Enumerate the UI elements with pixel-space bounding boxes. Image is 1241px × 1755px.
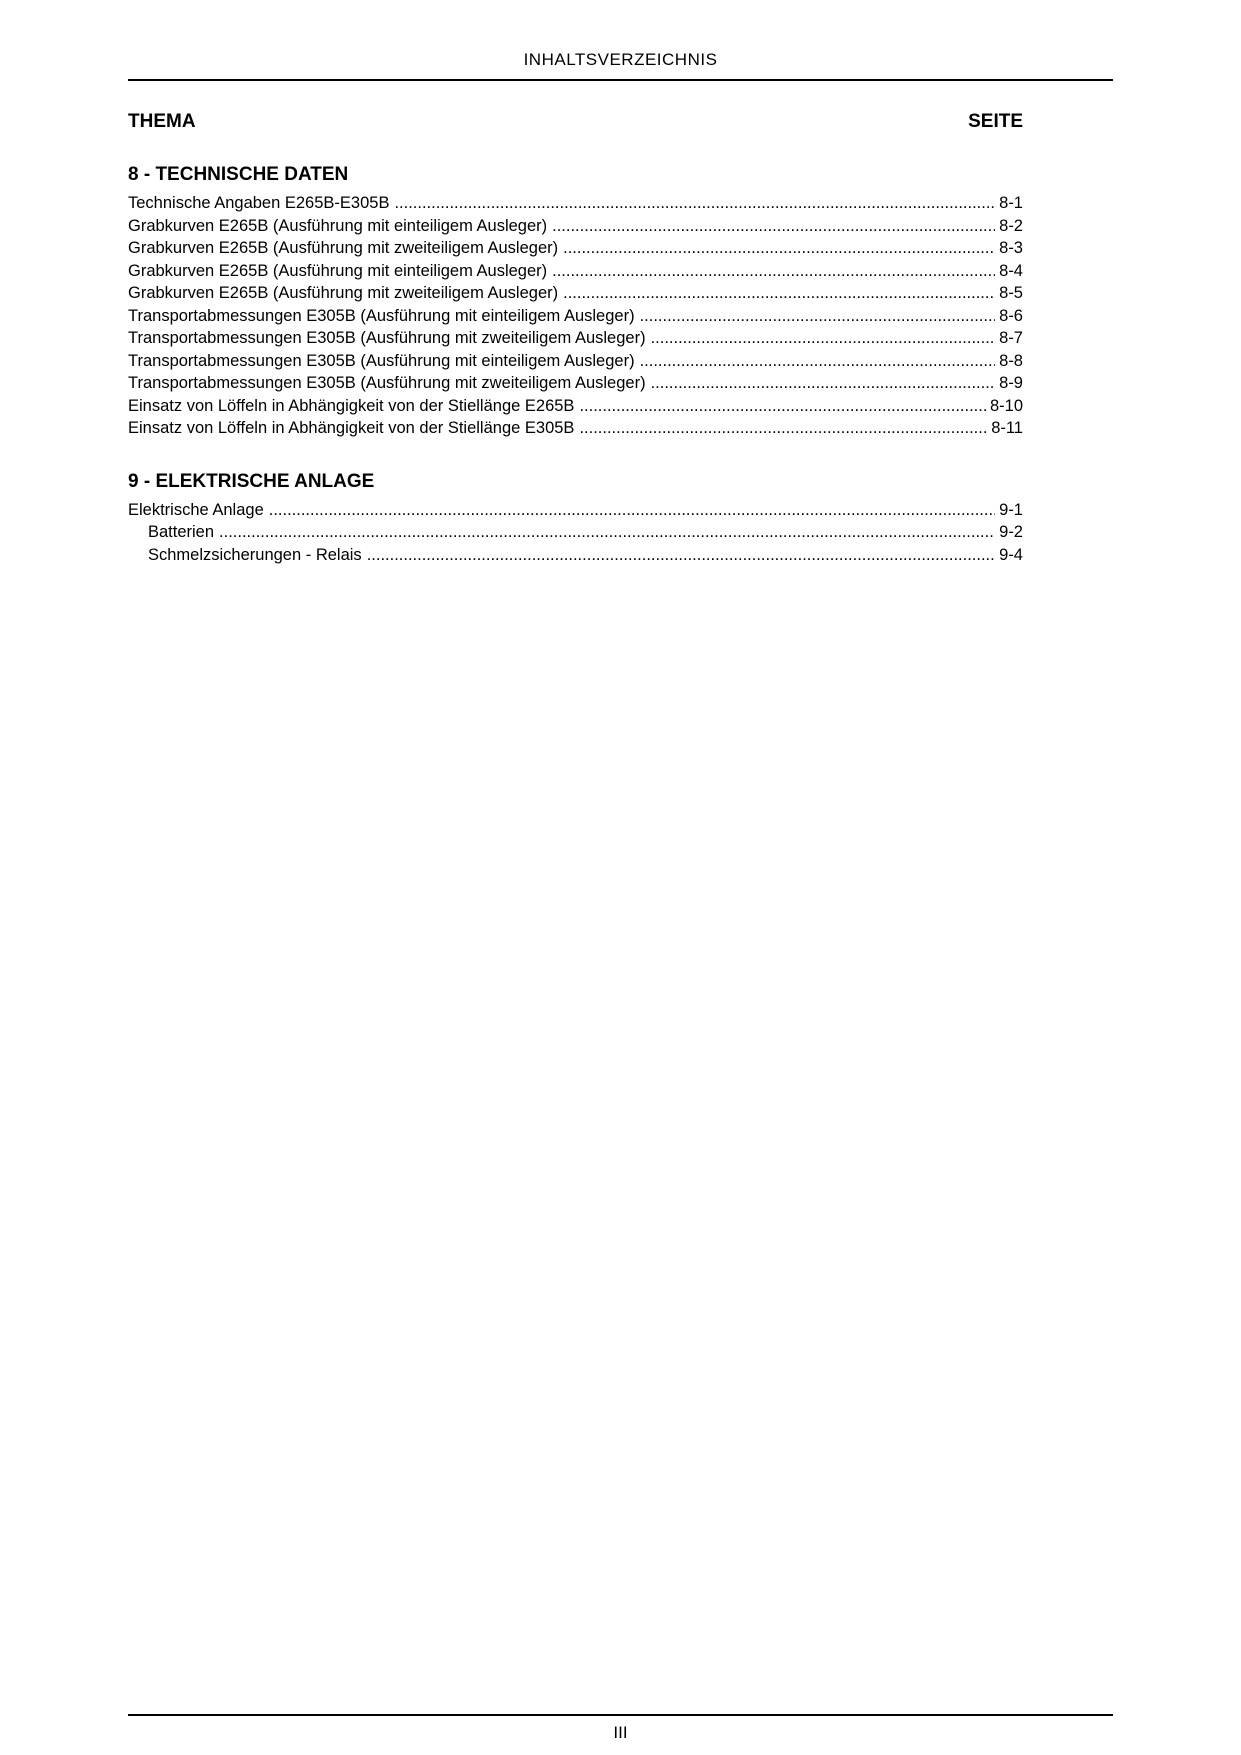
toc-entry-title: Grabkurven E265B (Ausführung mit einteiligem Ausleger): [128, 261, 548, 280]
toc-entry: [128, 327, 1023, 350]
toc-entry-dot-leader: [651, 372, 996, 395]
column-header-seite: SEITE: [968, 111, 1023, 132]
document-header: [128, 50, 1113, 81]
toc-entry-title: Technische Angaben E265B-E305B: [128, 194, 390, 212]
toc-entry-page: 8-2: [999, 216, 1023, 235]
toc-entry-dot-leader: [219, 521, 995, 544]
toc-entry: [128, 282, 1023, 305]
toc-entry-dot-leader: [640, 305, 996, 328]
toc-entry-title: Schmelzsicherungen - Relais: [148, 545, 362, 564]
toc-entry-dot-leader: [563, 237, 995, 260]
toc-entry-page: 8-9: [999, 374, 1023, 392]
toc-entry-page: 8-6: [999, 306, 1023, 325]
toc-entry: [128, 521, 1023, 544]
toc-entry-title: Transportabmessungen E305B (Ausführung mit einteiligem Ausleger): [128, 306, 635, 325]
toc-entry-page: 8-11: [991, 419, 1023, 437]
toc-entry: [128, 237, 1023, 260]
toc-entry-title: Batterien: [148, 523, 215, 541]
toc-entry-dot-leader: [651, 327, 996, 350]
toc-entry: [128, 305, 1023, 328]
column-header-thema: THEMA: [128, 111, 196, 132]
toc-entry: [128, 372, 1023, 395]
footer-rule: [128, 1714, 1113, 1716]
toc-entry-title: Grabkurven E265B (Ausführung mit einteiligem Ausleger): [128, 216, 548, 235]
toc-entry: [128, 215, 1023, 238]
section-heading: 8 - TECHNISCHE DATEN: [128, 164, 349, 185]
column-headers: [128, 111, 1113, 133]
toc-entry-page: 9-4: [999, 545, 1023, 564]
document-page: [128, 0, 1113, 1755]
toc-entry-dot-leader: [552, 215, 995, 238]
toc-entry-page: 9-1: [999, 500, 1023, 519]
header-title: INHALTSVERZEICHNIS: [523, 50, 718, 69]
toc-entry-page: 8-5: [999, 284, 1023, 302]
toc-entry-page: 8-10: [989, 396, 1023, 415]
toc-entry: [128, 395, 1023, 418]
toc-entry: [128, 350, 1023, 373]
toc-entry-title: Transportabmessungen E305B (Ausführung mit einteiligem Ausleger): [128, 351, 635, 370]
toc-entry-page: 8-8: [999, 351, 1023, 370]
header-rule: [128, 79, 1113, 81]
toc-sections: [128, 164, 1113, 566]
section-heading: 9 - ELEKTRISCHE ANLAGE: [128, 470, 375, 492]
toc-entry-dot-leader: [640, 350, 996, 373]
toc-entry: [128, 544, 1023, 567]
section-entries: [128, 499, 1023, 567]
toc-entry-dot-leader: [394, 192, 995, 215]
toc-entry-page: 8-1: [999, 194, 1023, 212]
toc-entry-title: Grabkurven E265B (Ausführung mit zweiteiligem Ausleger): [128, 239, 559, 257]
toc-entry-dot-leader: [579, 417, 987, 440]
toc-entry-page: 8-3: [999, 239, 1023, 257]
toc-entry: [128, 417, 1023, 440]
toc-entry-dot-leader: [367, 544, 995, 567]
toc-entry-title: Einsatz von Löffeln in Abhängigkeit von der Stiellänge E265B: [128, 396, 575, 415]
toc-entry-page: 8-4: [999, 261, 1023, 280]
toc-entry-dot-leader: [269, 499, 995, 522]
document-footer: [128, 1714, 1113, 1743]
toc-section: [128, 471, 1023, 567]
toc-entry-page: 9-2: [999, 523, 1023, 541]
section-entries: [128, 192, 1023, 440]
footer-page-number: III: [613, 1723, 628, 1742]
toc-entry-dot-leader: [579, 395, 986, 418]
toc-section: [128, 164, 1023, 440]
toc-entry: [128, 260, 1023, 283]
toc-entry: [128, 499, 1023, 522]
toc-entry-dot-leader: [552, 260, 995, 283]
toc-entry-dot-leader: [563, 282, 995, 305]
toc-entry-title: Einsatz von Löffeln in Abhängigkeit von der Stiellänge E305B: [128, 419, 575, 437]
toc-entry-page: 8-7: [999, 329, 1023, 347]
toc-entry-title: Transportabmessungen E305B (Ausführung mit zweiteiligem Ausleger): [128, 329, 646, 347]
toc-entry: [128, 192, 1023, 215]
toc-entry-title: Grabkurven E265B (Ausführung mit zweiteiligem Ausleger): [128, 284, 559, 302]
toc-entry-title: Transportabmessungen E305B (Ausführung mit zweiteiligem Ausleger): [128, 374, 646, 392]
toc-entry-title: Elektrische Anlage: [128, 500, 264, 519]
